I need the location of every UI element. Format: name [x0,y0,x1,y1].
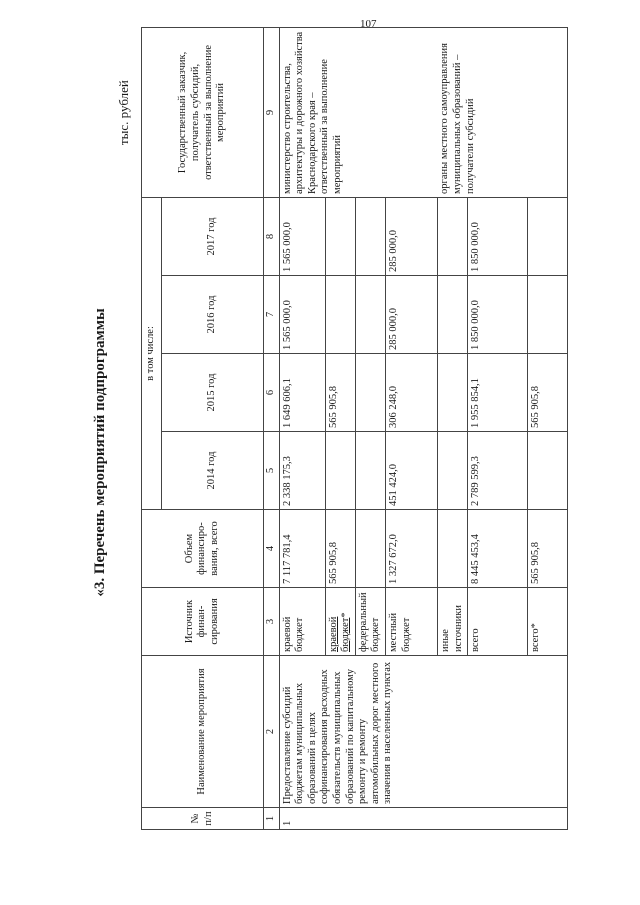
volume-cell: 7 117 781,4 [279,510,325,588]
col-number-7: 7 [264,276,280,354]
source-cell: федеральный бюджет [355,588,385,656]
source-main-text: краевой бюджет [327,616,352,652]
header-no: № п/п [142,808,264,830]
col-number-9: 9 [264,27,280,197]
activity-name: Предоставление субсидий бюджетам муниципальных образований в целях софинансирования расходных обязательств муниципальных образований по капитальному ремонту и ремонту автомобильных дорог местного значения в населенных пунктах [279,656,568,808]
year-2015-cell: 1 649 606,1 [279,354,325,432]
row-number: 1 [279,808,568,830]
col-number-1: 1 [264,808,280,830]
volume-cell: 565 905,8 [528,510,568,588]
year-2017-cell: 1 565 000,0 [279,197,325,275]
volume-cell: 1 327 672,0 [385,510,437,588]
year-2015-cell [355,354,385,432]
header-2015: 2015 год [162,354,264,432]
col-number-2: 2 [264,656,280,808]
year-2014-cell [355,432,385,510]
year-2015-cell: 306 248,0 [385,354,437,432]
year-2017-cell [437,197,467,275]
year-2016-cell: 285 000,0 [385,276,437,354]
volume-cell [437,510,467,588]
year-2017-cell [325,197,355,275]
activities-table [141,27,568,830]
year-2017-cell [355,197,385,275]
column-numbers-row [264,27,280,829]
table-row [279,27,325,829]
year-2015-cell: 1 955 854,1 [468,354,528,432]
source-cell: всего* [528,588,568,656]
year-2014-cell: 451 424,0 [385,432,437,510]
year-2015-cell [437,354,467,432]
header-2016: 2016 год [162,276,264,354]
year-2015-cell: 565 905,8 [528,354,568,432]
source-cell: краевой бюджет [279,588,325,656]
header-2017: 2017 год [162,197,264,275]
col-number-8: 8 [264,197,280,275]
year-2017-cell: 1 850 000,0 [468,197,528,275]
col-number-5: 5 [264,432,280,510]
year-2017-cell [528,197,568,275]
year-2015-cell: 565 905,8 [325,354,355,432]
year-2014-cell [325,432,355,510]
customer-recipients: органы местного самоуправления муниципальных образований – получатели субсидий [437,27,567,197]
header-2014: 2014 год [162,432,264,510]
header-source: Источник финан-сирования [142,588,264,656]
source-cell: иные источники [437,588,467,656]
customer-responsible: министерство строительства, архитектуры и дорожного хозяйства Краснодарского края – ответственный за выполнение мероприятий [279,27,437,197]
year-2016-cell: 1 850 000,0 [468,276,528,354]
header-name: Наименование мероприятия [142,656,264,808]
year-2016-cell: 1 565 000,0 [279,276,325,354]
source-cell: всего [468,588,528,656]
section-title: «3. Перечень мероприятий подпрограммы [92,308,108,597]
year-2016-cell [355,276,385,354]
volume-cell: 565 905,8 [325,510,355,588]
source-cell: местный бюджет [385,588,437,656]
year-2014-cell: 2 789 599,3 [468,432,528,510]
col-number-3: 3 [264,588,280,656]
year-2014-cell [437,432,467,510]
year-2014-cell: 2 338 175,3 [279,432,325,510]
page-number: 107 [360,18,377,30]
year-2016-cell [437,276,467,354]
source-cell [325,588,355,656]
volume-cell: 8 445 453,4 [468,510,528,588]
col-number-6: 6 [264,354,280,432]
header-row [142,27,162,829]
header-in-that: в том числе: [142,197,162,509]
header-volume: Объем финансиро-вания, всего [142,510,264,588]
header-customer: Государственный заказчик, получатель субсидий, ответственный за выполнение мероприятий [142,27,264,197]
source-mark: * [340,612,352,618]
year-2016-cell [325,276,355,354]
year-2016-cell [528,276,568,354]
year-2014-cell [528,432,568,510]
year-2017-cell: 285 000,0 [385,197,437,275]
col-number-4: 4 [264,510,280,588]
volume-cell [355,510,385,588]
unit-label: тыс. рублей [116,80,131,145]
